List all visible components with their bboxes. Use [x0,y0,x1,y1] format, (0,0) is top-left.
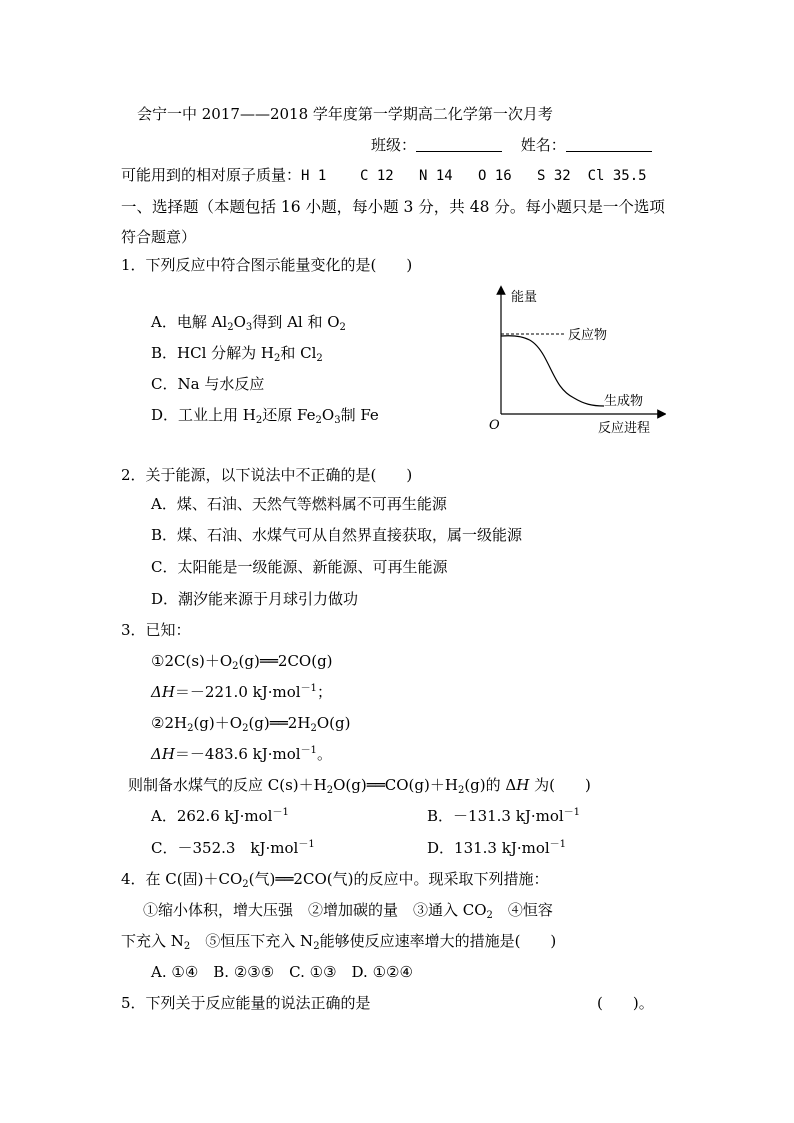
atomic-masses [121,165,647,186]
q3-stem: 3．已知： [121,621,191,639]
product-label: 生成物 [604,394,644,409]
q2-option-b: B．煤、石油、水煤气可从自然界直接获取，属一级能源 [151,526,523,544]
q4-measures-line1: ①缩小体积，增大压强 ②增加碳的量 ③通入 $CO_2$ ④恒容 [143,901,553,921]
energy-diagram [486,284,666,440]
y-axis-label: 能量 [511,290,538,305]
q3-enthalpy-1: ΔH＝－221.0 kJ·mol$^{-1}$； [151,683,332,701]
q3-equation-1: $①2C(s)+O_2(g)══2CO(g)$ [151,652,333,672]
q5-answer-paren: ( )。 [597,994,654,1012]
q4-stem: 4．在 C(固)$+CO_2$(气)══2CO(气)的反应中。现采取下列措施： [121,870,549,890]
q2-option-d: D．潮汐能来源于月球引力做功 [151,590,359,608]
q3-option-a: A．262.6 kJ·mol$^{-1}$ [151,807,289,825]
q3-equation-2: $②2H_2(g)+O_2(g)══2H_2O(g)$ [151,714,351,734]
q5-stem: 5．下列关于反应能量的说法正确的是 [121,994,371,1012]
q3-enthalpy-2: ΔH＝－483.6 kJ·mol$^{-1}$。 [151,745,332,763]
q2-option-c: C．太阳能是一级能源、新能源、可再生能源 [151,558,448,576]
q3-question: 则制备水煤气的反应 $C(s)+H_2O(g)══CO(g)+H_2(g)$的 ΔH 为( ) [128,776,591,796]
name-blank [566,137,652,152]
q1-option-a: A．电解 $Al_2O_3$得到 Al 和 $O_2$ [151,313,346,333]
exam-title: 会宁一中 2017——2018 学年度第一学期高二化学第一次月考 [137,105,553,123]
energy-curve [501,336,604,406]
section-heading-line1: 一、选择题（本题包括 16 小题，每小题 3 分，共 48 分。每小题只是一个选项 [121,198,665,216]
q1-option-d: D．工业上用 $H_2$还原 $Fe_2O_3$制 Fe [151,406,379,426]
reactant-label: 反应物 [568,328,608,343]
class-label: 班级： [371,136,417,154]
q3-option-d: D．131.3 kJ·mol$^{-1}$ [427,839,567,857]
atomic-masses-label: 可能用到的相对原子质量： [121,166,302,184]
q4-options: A. ①④ B. ②③⑤ C. ①③ D. ①②④ [151,963,413,981]
q3-option-c: C．－352.3 kJ·mol$^{-1}$ [151,839,315,857]
name-label: 姓名： [520,136,566,154]
q4-measures-line2: 下充入 $N_2$ ⑤恒压下充入 $N_2$能够使反应速率增大的措施是( ) [121,932,557,952]
q3-option-b: B．－131.3 kJ·mol$^{-1}$ [427,807,581,825]
origin-label: O [489,418,500,433]
q1-option-c: C．Na 与水反应 [151,375,265,393]
student-info-line [371,135,652,155]
atomic-masses-values: H 1 C 12 N 14 O 16 S 32 Cl 35.5 [301,168,647,184]
x-axis-label: 反应进程 [598,421,651,436]
q1-option-b: B．HCl 分解为 $H_2$和 $Cl_2$ [151,344,323,364]
q2-option-a: A．煤、石油、天然气等燃料属不可再生能源 [151,495,447,513]
q1-stem: 1．下列反应中符合图示能量变化的是( ) [121,256,413,274]
class-blank [416,137,502,152]
section-heading-line2: 符合题意） [121,228,197,246]
q2-stem: 2．关于能源，以下说法中不正确的是( ) [121,466,413,484]
